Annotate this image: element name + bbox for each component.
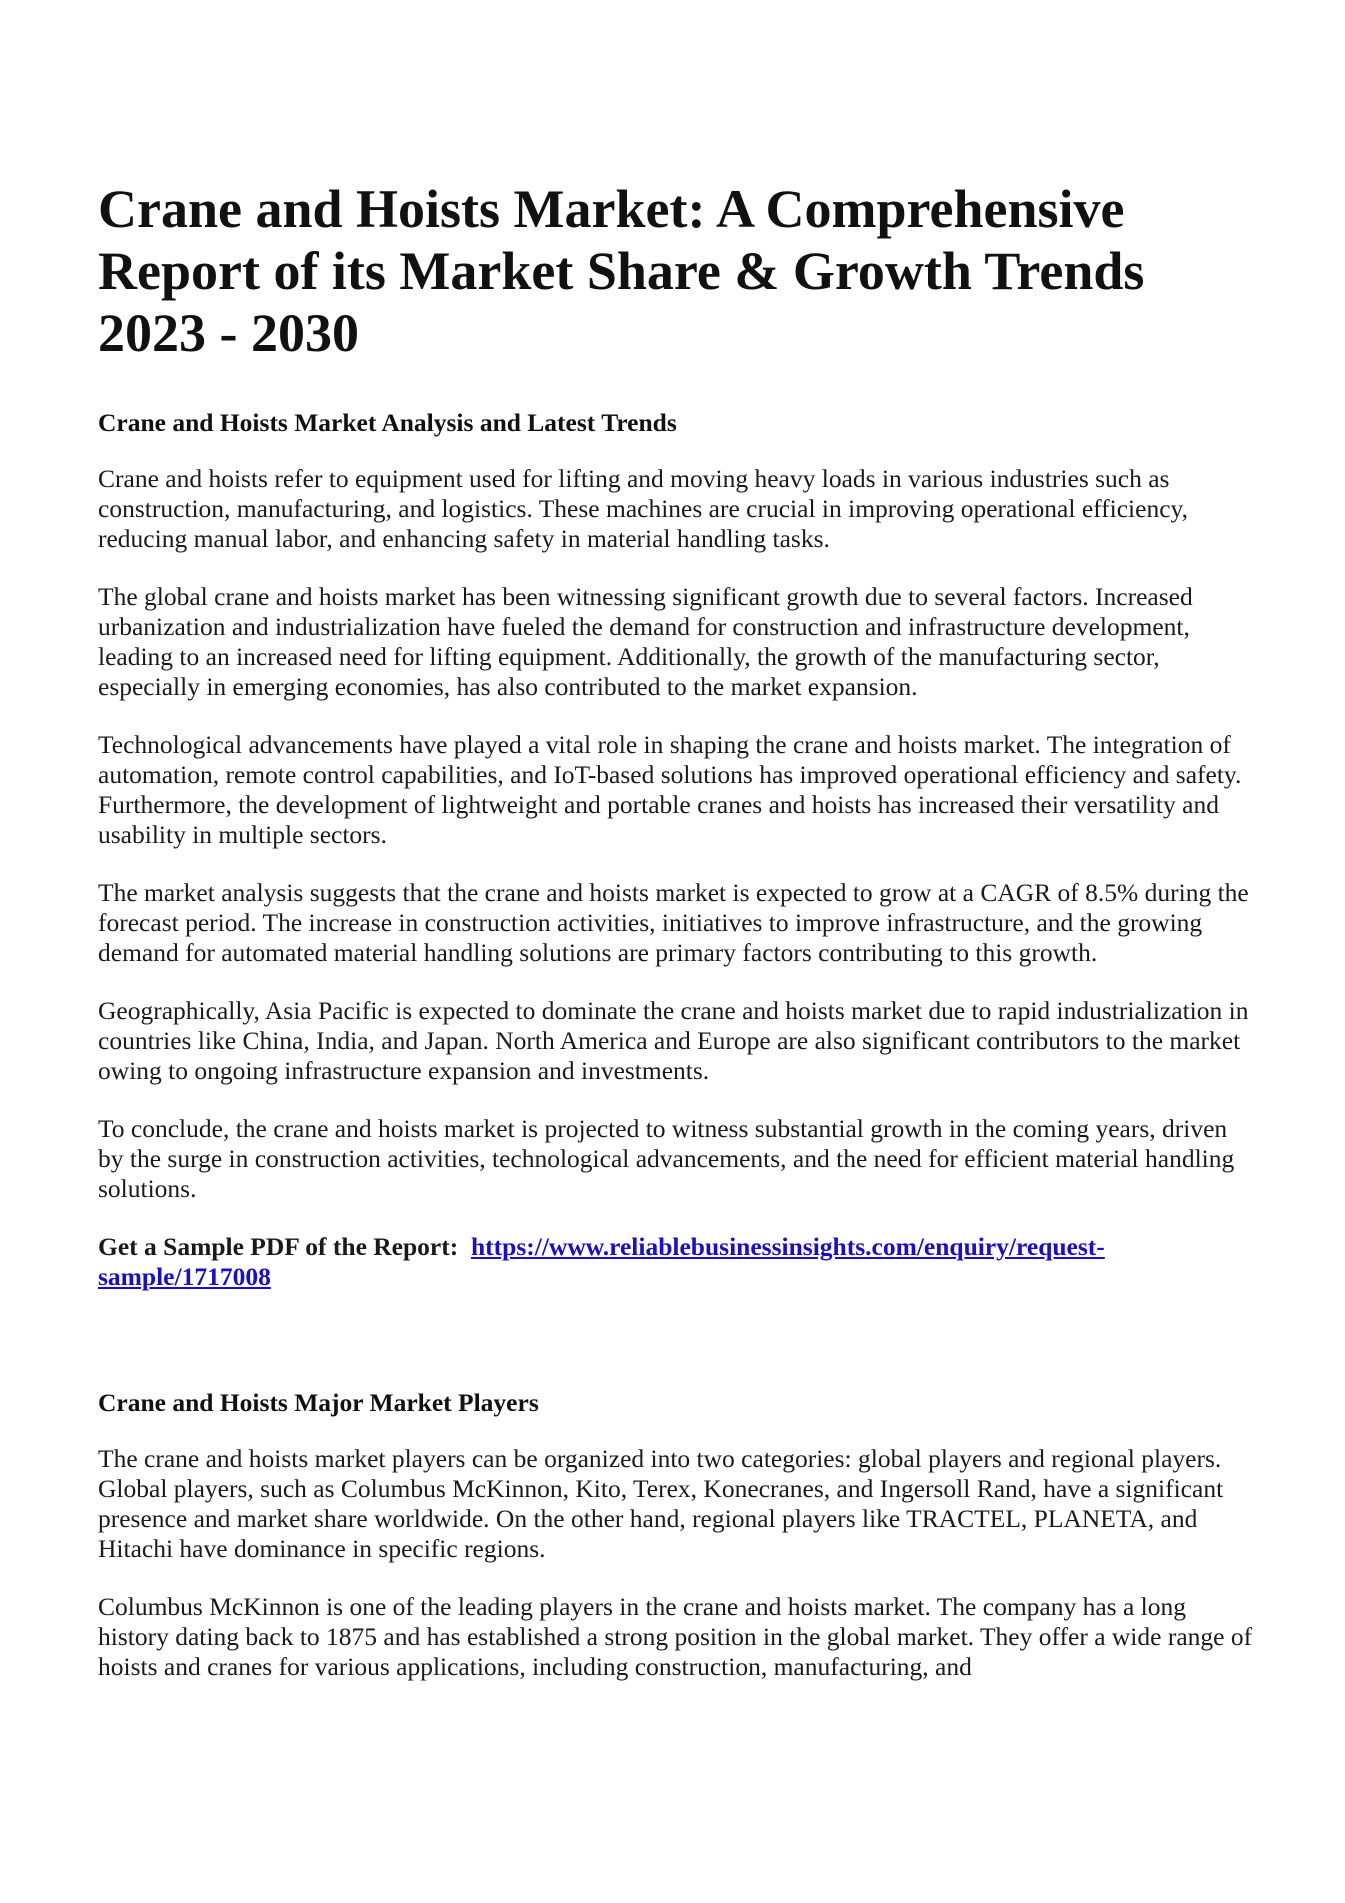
sample-pdf-link[interactable]: https://www.reliablebusinessinsights.com/enquiry/request-sample/1717008 <box>98 1232 1105 1291</box>
paragraph: The global crane and hoists market has been witnessing significant growth due to several factors. Increased urbanization and industrialization have fueled the demand for construction and infrastructure development, leading to an increased need for lifting equipment. Additionally, the growth of the manufacturing sector, especially in emerging economies, has also contributed to the market expansion. <box>98 582 1193 701</box>
spacer <box>98 1292 1258 1388</box>
paragraph: Geographically, Asia Pacific is expected to dominate the crane and hoists market due to rapid industrialization in countries like China, India, and Japan. North America and Europe are also significant contributors to the market owing to ongoing infrastructure expansion and investments. <box>98 996 1249 1085</box>
paragraph: Technological advancements have played a vital role in shaping the crane and hoists market. The integration of automation, remote control capabilities, and IoT-based solutions has improved operational efficiency and safety. Furthermore, the development of lightweight and portable cranes and hoists has increased their versatility and usability in multiple sectors. <box>98 730 1242 849</box>
page-title: Crane and Hoists Market: A Comprehensive Report of its Market Share & Growth Trends 2023 - 2030 <box>98 179 1145 363</box>
paragraph: The market analysis suggests that the crane and hoists market is expected to grow at a CAGR of 8.5% during the forecast period. The increase in construction activities, initiatives to improve infrastructure, and the growing demand for automated material handling solutions are primary factors contributing to this growth. <box>98 878 1249 967</box>
paragraph: Crane and hoists refer to equipment used for lifting and moving heavy loads in various industries such as construction, manufacturing, and logistics. These machines are crucial in improving operational efficiency, reducing manual labor, and enhancing safety in material handling tasks. <box>98 464 1189 553</box>
section-heading-players: Crane and Hoists Major Market Players <box>98 1388 539 1417</box>
section-heading-analysis: Crane and Hoists Market Analysis and Latest Trends <box>98 408 677 437</box>
sample-pdf-label: Get a Sample PDF of the Report: <box>98 1232 459 1261</box>
document-page <box>98 178 1258 1710</box>
paragraph: The crane and hoists market players can be organized into two categories: global players and regional players. Global players, such as Columbus McKinnon, Kito, Terex, Konecranes, and Ingersoll Rand, have a significant presence and market share worldwide. On the other hand, regional players like TRACTEL, PLANETA, and Hitachi have dominance in specific regions. <box>98 1444 1224 1563</box>
sample-pdf-line <box>98 1232 1258 1292</box>
paragraph: Columbus McKinnon is one of the leading players in the crane and hoists market. The company has a long history dating back to 1875 and has established a strong position in the global market. They offer a wide range of hoists and cranes for various applications, including construction, manufacturing, and <box>98 1592 1253 1681</box>
paragraph: To conclude, the crane and hoists market is projected to witness substantial growth in the coming years, driven by the surge in construction activities, technological advancements, and the need for efficient material handling solutions. <box>98 1114 1235 1203</box>
